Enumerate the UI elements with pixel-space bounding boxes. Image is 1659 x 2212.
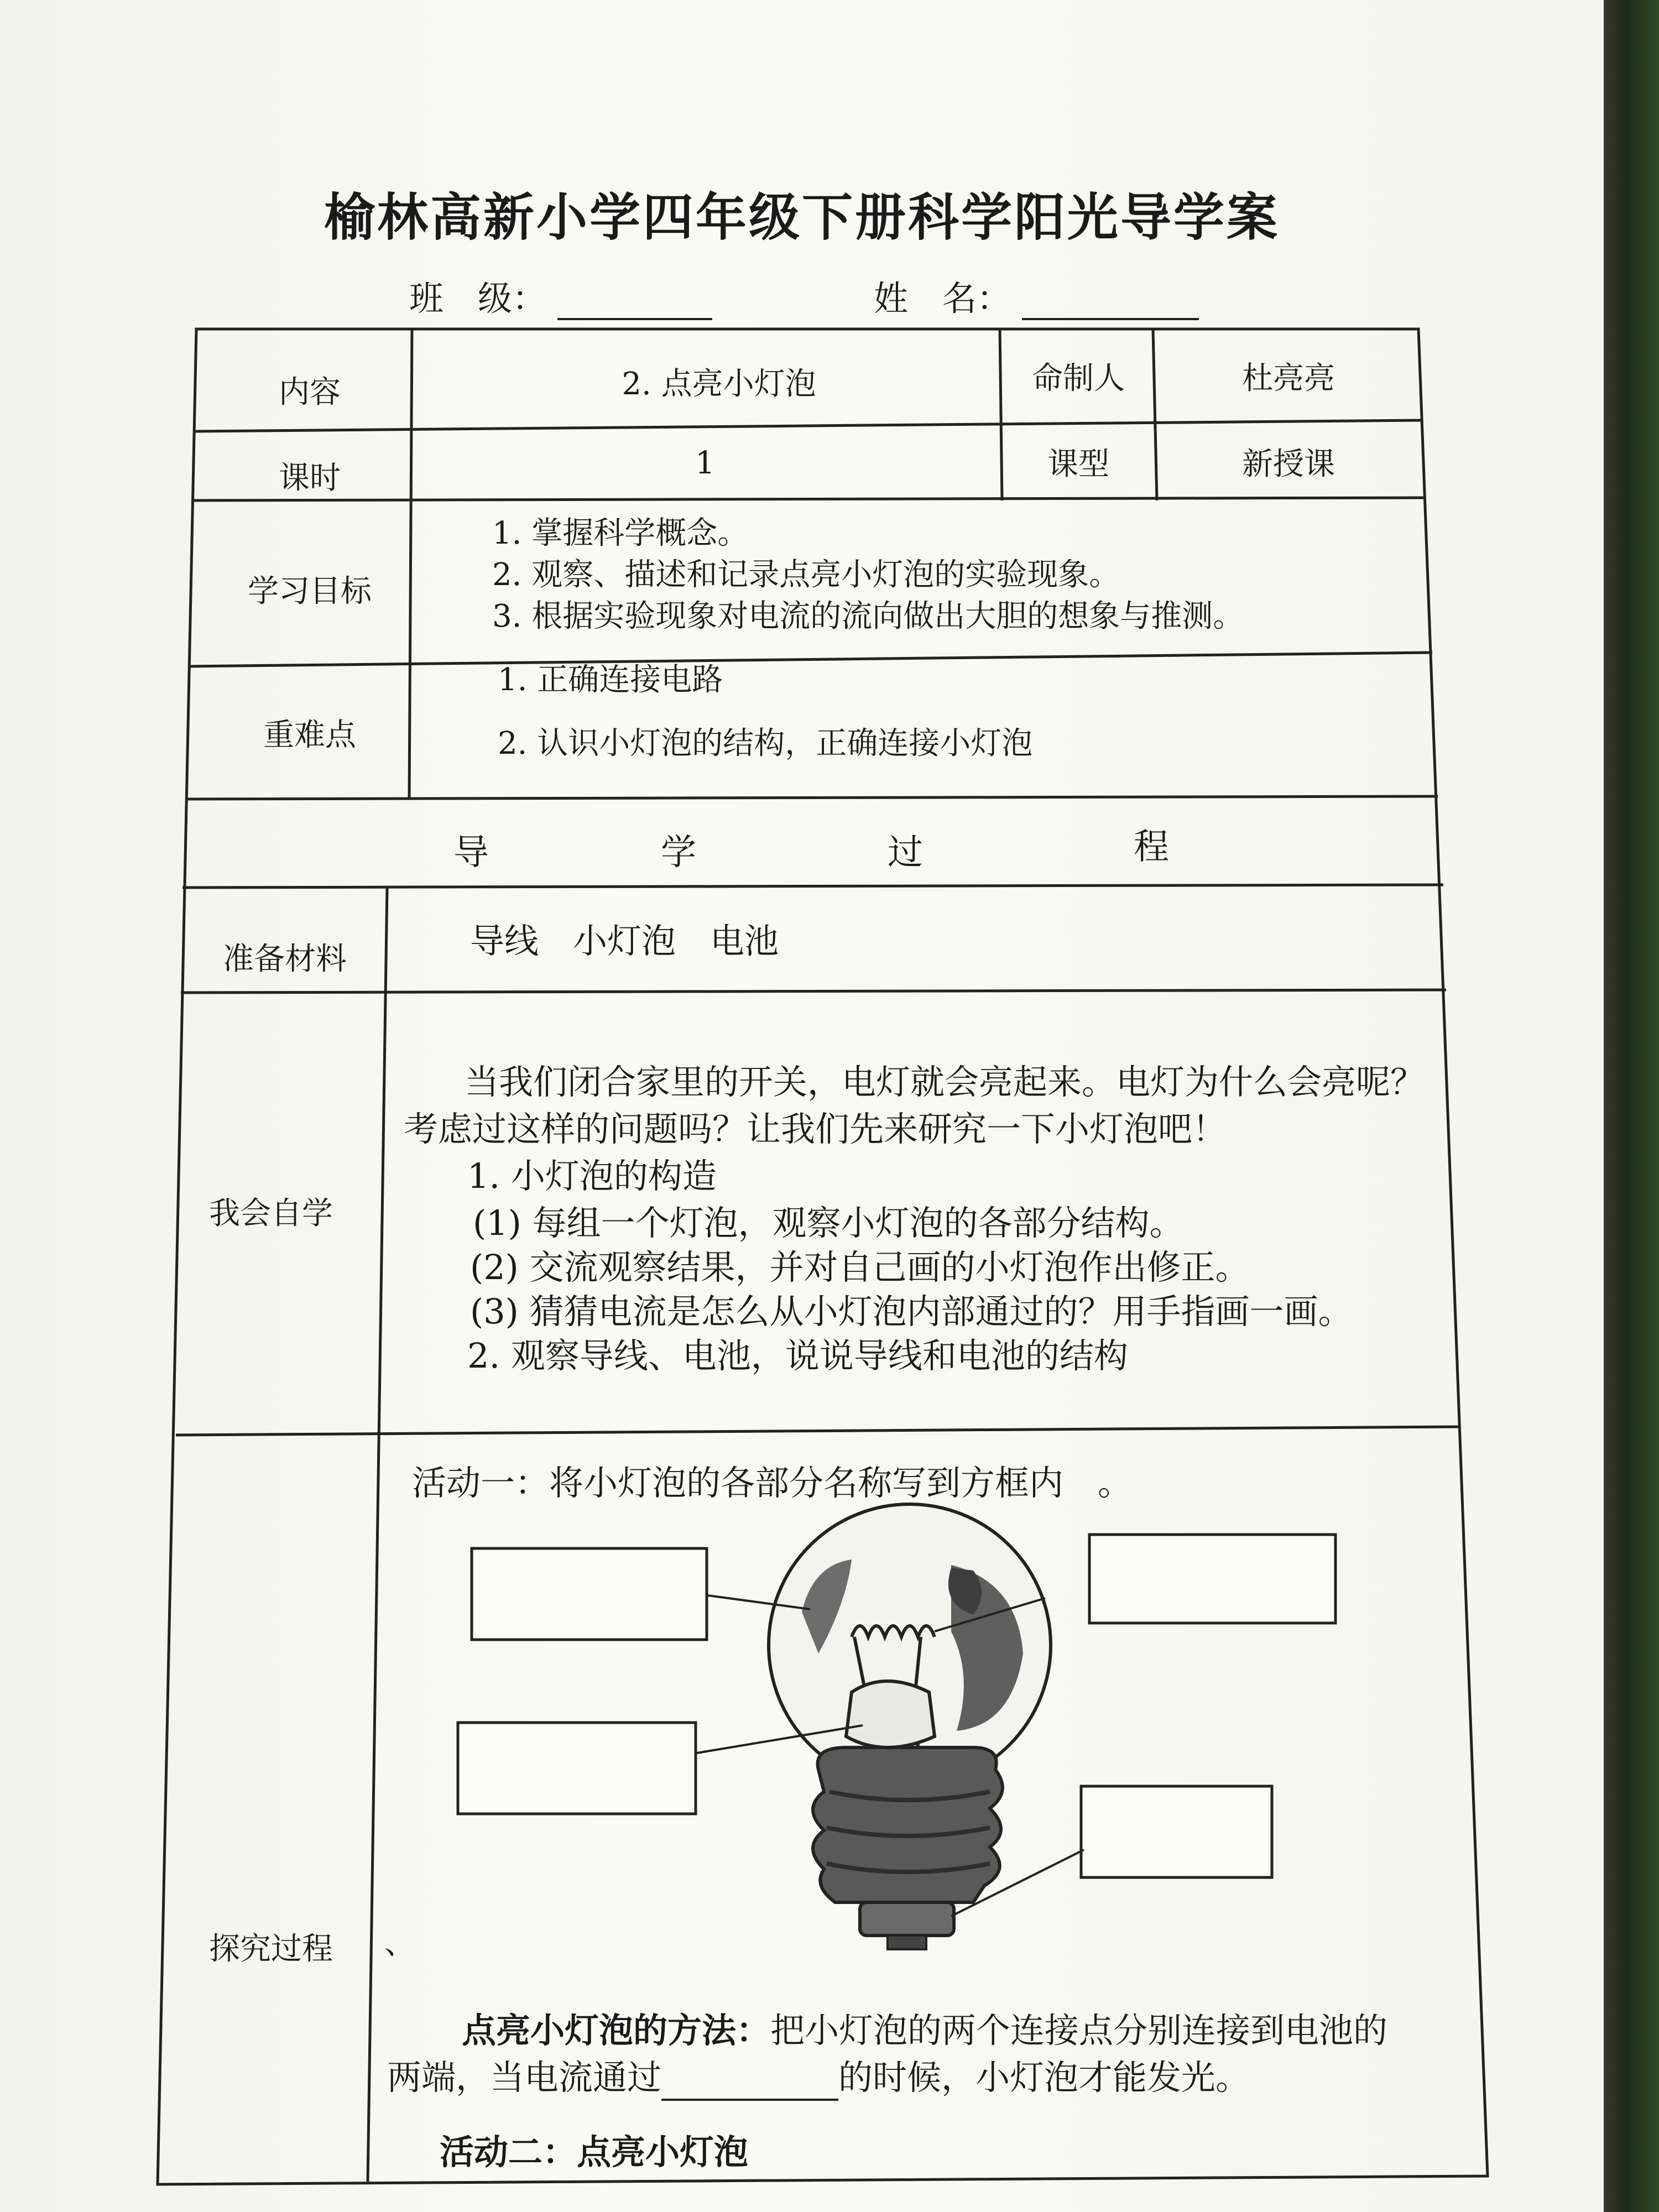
period-label: 课时 [279,460,341,496]
self-study-line: 1. 小灯泡的构造 [467,1156,717,1196]
goal-item: 3. 根据实验现象对电流的流向做出大胆的想象与推测。 [492,598,1244,634]
key-point-item: 2. 认识小灯泡的结构，正确连接小灯泡 [498,726,1033,761]
goal-item: 1. 掌握科学概念。 [492,515,749,551]
process-char: 过 [888,832,923,873]
answer-box[interactable] [1081,1786,1272,1877]
author-value: 杜亮亮 [1242,361,1335,397]
key-points-label: 重难点 [263,717,356,753]
self-study-line: 考虑过这样的问题吗？让我们先来研究一下小灯泡吧！ [404,1109,1227,1149]
self-study-line: (3) 猜猜电流是怎么从小灯泡内部通过的？用手指画一画。 [470,1291,1353,1332]
answer-box[interactable] [1089,1535,1335,1623]
type-value: 新授课 [1242,446,1335,482]
name-label: 姓 名： [874,278,1011,319]
content-value: 2. 点亮小灯泡 [622,366,816,402]
type-label: 课型 [1047,446,1109,482]
key-point-item: 1. 正确连接电路 [498,662,723,698]
materials-label: 准备材料 [223,941,347,977]
goals-label: 学习目标 [248,573,372,609]
self-study-label: 我会自学 [209,1196,333,1232]
method-text-b: 的时候，小灯泡才能发光。 [838,2057,1250,2098]
process-char: 程 [1134,827,1169,868]
self-study-line: 2. 观察导线、电池，说说导线和电池的结构 [467,1335,1128,1376]
method-text: 把小灯泡的两个连接点分别连接到电池的 [770,2010,1388,2051]
content-label: 内容 [279,374,341,410]
process-char: 学 [661,832,696,873]
method-blank[interactable] [661,2065,838,2101]
explore-label: 探究过程 [209,1931,333,1967]
explore-mark: 、 [384,1926,415,1961]
method-line-1 [462,2007,1387,2054]
process-char: 导 [453,832,489,873]
self-study-line: (2) 交流观察结果，并对自己画的小灯泡作出修正。 [470,1247,1250,1287]
worksheet-title: 榆林高新小学四年级下册科学阳光导学案 [324,188,1280,247]
activity-one-text: 活动一：将小灯泡的各部分名称写到方框内 。 [412,1463,1133,1503]
method-lead: 点亮小灯泡的方法： [462,2010,771,2051]
method-text-a: 两端，当电流通过 [387,2057,662,2098]
goal-item: 2. 观察、描述和记录点亮小灯泡的实验现象。 [492,557,1120,593]
class-label: 班 级： [409,278,547,319]
materials-value: 导线 小灯泡 电池 [470,921,779,961]
answer-box[interactable] [458,1723,696,1814]
period-value: 1 [695,445,715,481]
activity-two-text: 活动二：点亮小灯泡 [440,2132,749,2172]
answer-box[interactable] [472,1548,707,1640]
author-label: 命制人 [1032,361,1125,397]
bulb-base [813,1747,1003,1949]
self-study-line: 当我们闭合家里的开关，电灯就会亮起来。电灯为什么会亮呢？ [465,1062,1425,1102]
self-study-line: (1) 每组一个灯泡，观察小灯泡的各部分结构。 [473,1203,1184,1243]
method-line-2 [387,2054,1250,2101]
